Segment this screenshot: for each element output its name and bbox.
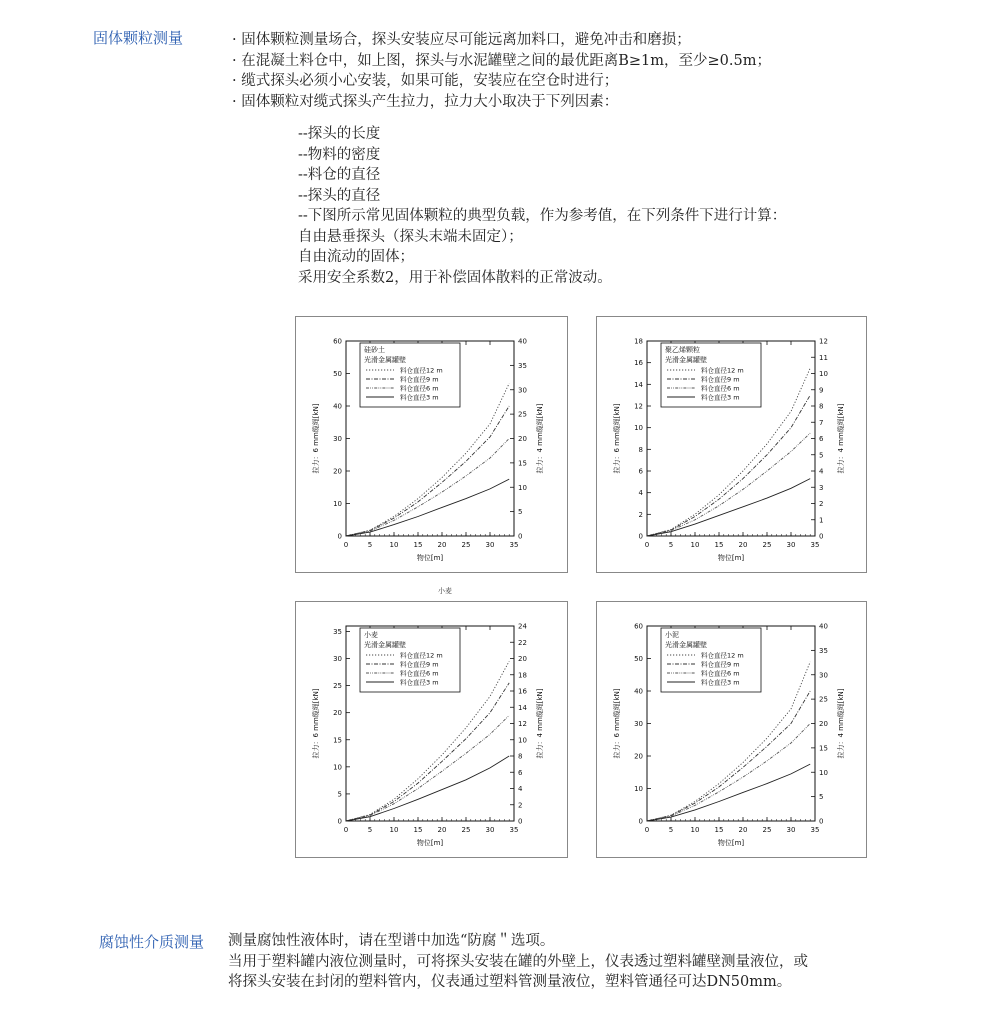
x-tick-label: 30 [485,541,495,549]
factor-list [298,124,786,288]
x-tick-label: 20 [437,826,447,834]
series-line [647,479,810,536]
corrosive-section-title: 腐蚀性介质测量 [99,933,205,951]
x-tick-label: 35 [810,826,820,834]
y-right-tick-label: 35 [518,361,527,370]
y-right-tick-label: 25 [518,410,527,419]
y-right-tick-label: 6 [819,435,824,443]
y-right-tick-label: 10 [518,483,527,492]
legend-entry: 料仓直径3 m [400,393,439,402]
x-tick-label: 15 [714,826,724,834]
y-right-tick-label: 10 [819,370,828,378]
y-right-tick-label: 2 [518,801,523,810]
legend-subtitle: 光滑金属罐壁 [665,641,707,649]
y-left-tick-label: 8 [638,445,643,454]
y-left-tick-label: 25 [333,682,342,691]
y-left-tick-label: 18 [634,337,643,346]
x-tick-label: 5 [367,826,373,834]
y-right-tick-label: 20 [518,435,527,443]
y-left-tick-label: 12 [634,402,643,411]
bullet-item: · 缆式探头必须小心安装，如果可能，安装应在空仓时进行； [232,73,619,89]
legend-title: 小泥 [665,631,679,639]
x-tick-label: 20 [738,826,748,834]
y-left-tick-label: 0 [638,532,643,541]
y-right-tick-label: 30 [819,671,828,680]
y-right-tick-label: 4 [819,467,824,476]
y-right-tick-label: 8 [819,402,824,411]
legend-subtitle: 光滑金属罐壁 [364,641,406,649]
series-line [346,715,509,821]
y-right-tick-label: 0 [518,817,523,826]
legend-entry: 料仓直径3 m [701,393,740,402]
x-tick-label: 25 [461,541,471,549]
y-left-axis-label: 拉力：6 mm缆绳[kN] [312,688,320,759]
legend-entry: 料仓直径9 m [701,375,740,384]
y-right-tick-label: 0 [819,817,824,826]
y-left-tick-label: 20 [333,709,342,718]
y-left-tick-label: 50 [333,370,342,378]
condition-item: 自由流动的固体； [298,249,414,265]
corrosive-line: 当用于塑料罐内液位测量时，可将探头安装在罐的外壁上，仪表透过塑料罐壁测量液位，或 [228,953,808,970]
y-left-tick-label: 0 [337,817,342,826]
y-left-tick-label: 15 [333,736,342,745]
y-right-tick-label: 6 [518,768,523,777]
bullet-item: · 固体颗粒对缆式探头产生拉力，拉力大小取决于下列因素： [232,93,619,110]
y-left-tick-label: 10 [634,424,643,433]
y-right-tick-label: 18 [518,671,527,680]
x-tick-label: 20 [738,541,748,549]
series-line [346,683,509,821]
x-tick-label: 0 [644,541,650,549]
y-left-tick-label: 2 [638,510,643,519]
y-right-tick-label: 35 [819,646,828,655]
legend-title: 小麦 [364,631,378,639]
condition-item: 自由悬垂探头（探头末端未固定）； [298,228,523,245]
legend-entry: 料仓直径9 m [400,375,439,384]
y-left-tick-label: 0 [638,817,643,826]
chart-svg [296,317,567,572]
y-right-tick-label: 25 [819,695,828,704]
y-right-axis-label: 拉力：4 mm缆绳[kN] [536,688,544,759]
x-axis-label: 物位[m] [717,554,745,562]
series-line [647,691,810,821]
y-right-tick-label: 14 [518,703,527,712]
y-right-tick-label: 0 [819,532,824,541]
y-right-tick-label: 12 [518,720,527,728]
legend-entry: 料仓直径9 m [400,660,439,669]
x-tick-label: 10 [389,541,399,549]
legend-entry: 料仓直径12 m [701,651,744,660]
bullet-item: · 在混凝土料仓中，如上图，探头与水泥罐壁之间的最优距离B≥1m，至少≥0.5m； [232,52,771,69]
x-tick-label: 5 [668,541,674,549]
factor-item: --物料的密度 [298,146,381,163]
y-left-axis-label: 拉力：6 mm缆绳[kN] [613,688,621,759]
legend-subtitle: 光滑金属罐壁 [665,356,707,364]
y-right-tick-label: 22 [518,638,527,647]
series-line [647,433,810,536]
y-right-tick-label: 20 [819,720,828,728]
x-axis-label: 物位[m] [717,839,745,847]
series-line [346,406,509,536]
legend-entry: 料仓直径6 m [701,384,740,393]
y-right-axis-label: 拉力：4 mm缆绳[kN] [837,688,845,759]
y-left-tick-label: 10 [333,763,342,772]
y-right-tick-label: 15 [518,459,527,468]
y-right-tick-label: 30 [518,386,527,395]
y-left-tick-label: 40 [333,402,342,411]
legend-title: 聚乙烯颗粒 [665,346,700,354]
y-right-tick-label: 24 [518,622,527,631]
y-left-tick-label: 5 [337,790,342,799]
y-right-tick-label: 11 [819,353,828,362]
chart-silica-sand [295,316,568,573]
x-tick-label: 10 [690,826,700,834]
x-tick-label: 35 [810,541,820,549]
solid-bullet-list [232,30,932,112]
x-tick-label: 10 [690,541,700,549]
y-left-tick-label: 6 [638,467,643,476]
corrosive-line: 测量腐蚀性液体时，请在型谱中加选“防腐＂选项。 [228,933,555,949]
legend-entry: 料仓直径6 m [701,669,740,678]
corrosive-line: 将探头安装在封闭的塑料管内，仪表通过塑料管测量液位，塑料管通径可达DN50mm。 [228,974,792,990]
y-right-axis-label: 拉力：4 mm缆绳[kN] [837,403,845,474]
x-tick-label: 0 [644,826,650,834]
x-tick-label: 0 [343,541,349,549]
y-right-tick-label: 16 [518,687,527,696]
x-tick-label: 25 [762,826,772,834]
x-tick-label: 10 [389,826,399,834]
y-left-tick-label: 10 [333,500,342,508]
x-tick-label: 30 [786,826,796,834]
y-right-tick-label: 3 [819,483,824,492]
y-left-tick-label: 60 [634,622,643,631]
y-left-tick-label: 35 [333,627,342,636]
x-tick-label: 15 [714,541,724,549]
y-right-tick-label: 5 [518,508,523,517]
corrosive-text [228,931,808,993]
x-tick-label: 20 [437,541,447,549]
y-right-tick-label: 15 [819,744,828,753]
chart-clay [596,601,867,858]
factor-item: --料仓的直径 [298,167,381,183]
y-right-tick-label: 1 [819,516,824,525]
y-left-tick-label: 4 [638,489,643,498]
factor-item: --探头的长度 [298,126,381,142]
x-tick-label: 0 [343,826,349,834]
bullet-item: · 固体颗粒测量场合，探头安装应尽可能远离加料口，避免冲击和磨损； [232,32,691,48]
y-right-tick-label: 0 [518,532,523,541]
x-tick-label: 25 [461,826,471,834]
series-line [647,724,810,822]
mid-caption: 小麦 [438,587,452,595]
y-right-tick-label: 20 [518,655,527,663]
chart-svg [597,602,866,857]
y-left-tick-label: 14 [634,380,643,389]
y-left-axis-label: 拉力：6 mm缆绳[kN] [613,403,621,474]
y-left-tick-label: 60 [333,337,342,346]
series-line [346,756,509,821]
y-left-tick-label: 30 [333,435,342,443]
y-right-tick-label: 5 [819,793,824,802]
x-tick-label: 5 [367,541,373,549]
y-left-tick-label: 50 [634,655,643,663]
y-right-tick-label: 2 [819,500,824,508]
x-tick-label: 35 [509,541,519,549]
y-right-tick-label: 12 [819,337,828,346]
y-right-tick-label: 8 [518,752,523,761]
x-tick-label: 15 [413,541,423,549]
solid-section-title: 固体颗粒测量 [93,29,184,47]
y-left-tick-label: 16 [634,359,643,368]
x-tick-label: 30 [786,541,796,549]
legend-entry: 料仓直径12 m [400,366,443,375]
legend-entry: 料仓直径12 m [701,366,744,375]
y-right-tick-label: 10 [819,768,828,777]
y-right-tick-label: 4 [518,785,523,793]
chart-wheat [295,601,568,858]
series-line [346,479,509,536]
y-left-tick-label: 20 [634,752,643,761]
series-line [647,764,810,821]
y-left-tick-label: 20 [333,467,342,476]
y-left-tick-label: 30 [333,655,342,663]
y-right-tick-label: 9 [819,386,824,395]
y-right-tick-label: 7 [819,418,824,427]
y-right-tick-label: 10 [518,736,527,745]
series-line [647,395,810,536]
y-left-tick-label: 30 [634,720,643,728]
y-right-tick-label: 40 [819,622,828,631]
y-left-tick-label: 40 [634,687,643,696]
x-tick-label: 5 [668,826,674,834]
factor-item: --探头的直径 [298,187,381,204]
y-left-axis-label: 拉力：6 mm缆绳[kN] [312,403,320,474]
legend-entry: 料仓直径9 m [701,660,740,669]
legend-entry: 料仓直径6 m [400,669,439,678]
y-right-tick-label: 40 [518,337,527,346]
x-tick-label: 30 [485,826,495,834]
legend-title: 硅砂土 [364,346,385,354]
factor-item: --下图所示常见固体颗粒的典型负载，作为参考值，在下列条件下进行计算： [298,208,787,224]
y-left-tick-label: 0 [337,532,342,541]
y-right-tick-label: 5 [819,451,824,460]
legend-entry: 料仓直径3 m [400,678,439,687]
legend-entry: 料仓直径12 m [400,651,443,660]
legend-entry: 料仓直径3 m [701,678,740,687]
x-axis-label: 物位[m] [416,554,444,562]
legend-subtitle: 光滑金属罐壁 [364,356,406,364]
condition-item: 采用安全系数2，用于补偿固体散料的正常波动。 [298,269,612,286]
y-right-axis-label: 拉力：4 mm缆绳[kN] [536,403,544,474]
chart-svg [296,602,567,857]
chart-polyethylene [596,316,867,573]
x-tick-label: 35 [509,826,519,834]
x-tick-label: 15 [413,826,423,834]
series-line [346,439,509,537]
y-left-tick-label: 10 [634,785,643,793]
legend-entry: 料仓直径6 m [400,384,439,393]
x-tick-label: 25 [762,541,772,549]
chart-svg [597,317,866,572]
x-axis-label: 物位[m] [416,839,444,847]
